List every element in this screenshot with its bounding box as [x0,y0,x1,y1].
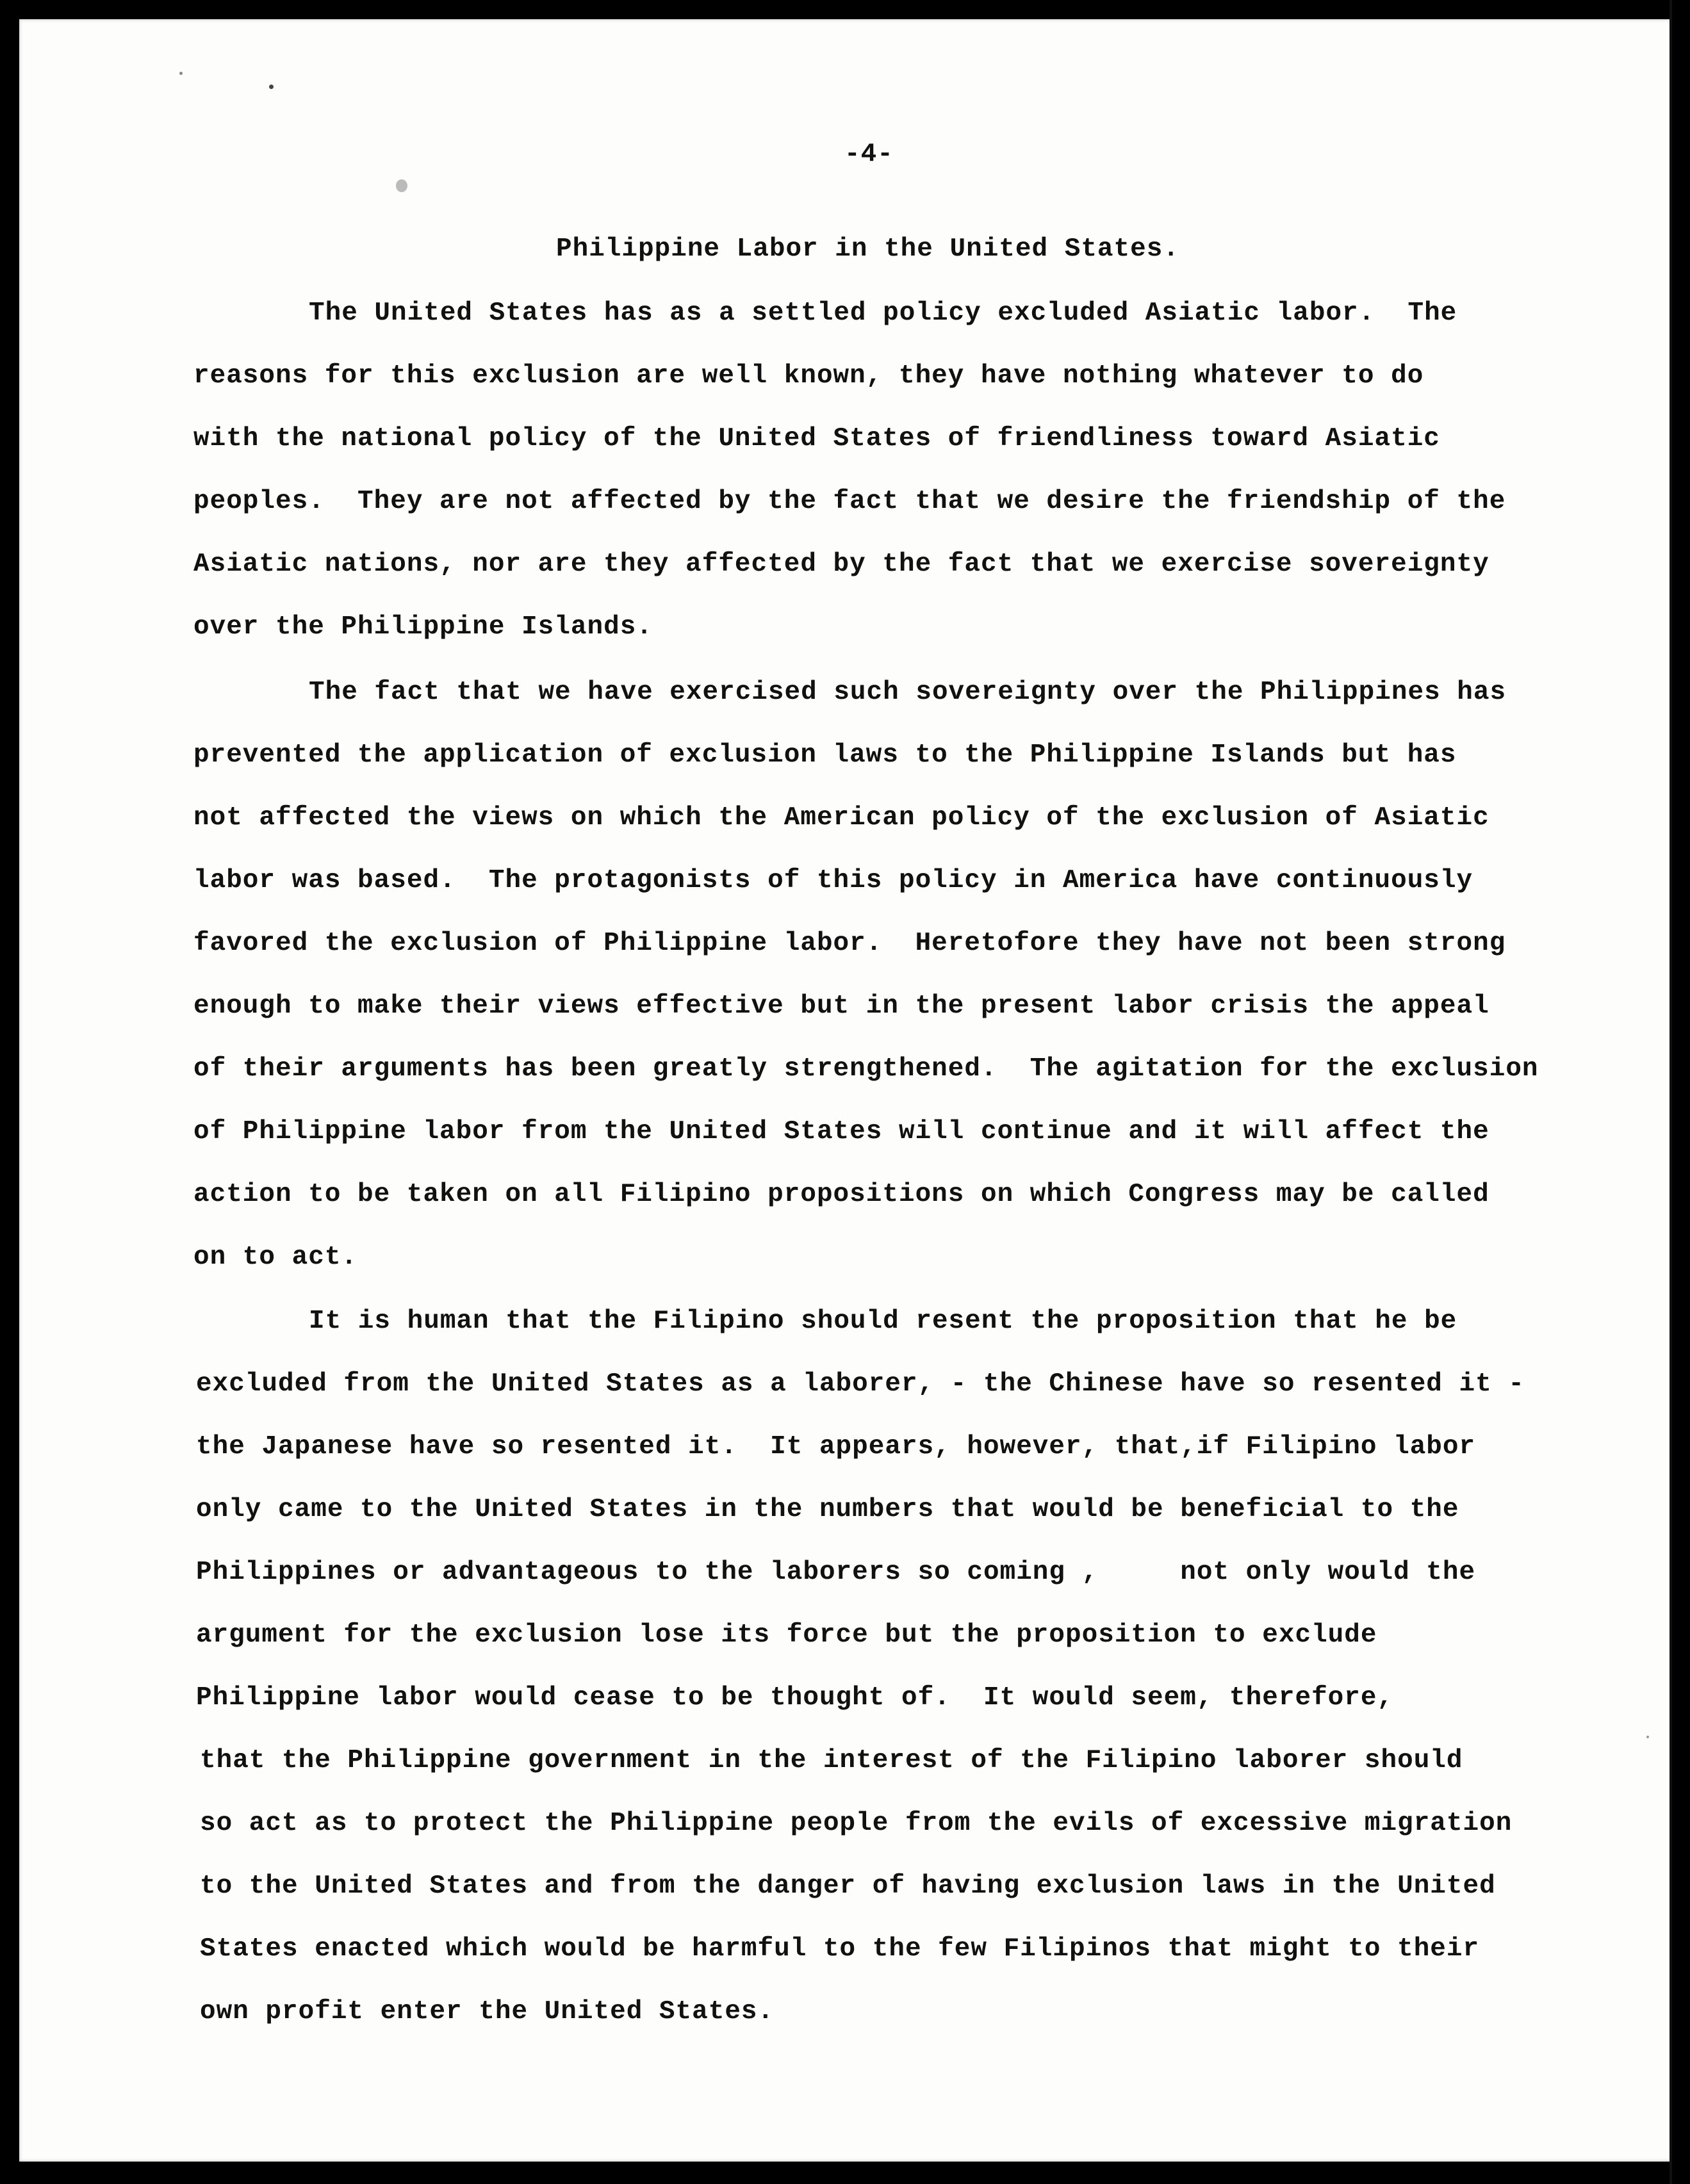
scan-edge [1669,0,1672,2184]
text-line: peoples. They are not affected by the fact that we desire the friendship of the [193,487,1506,516]
text-line: only came to the United States in the numbers that would be beneficial to the [196,1495,1459,1524]
text-line: of Philippine labor from the United States will continue and it will affect the [193,1117,1489,1146]
text-line: prevented the application of exclusion laws to the Philippine Islands but has [193,740,1457,770]
text-line: Asiatic nations, nor are they affected by the fact that we exercise sovereignty [193,550,1489,579]
document-title: Philippine Labor in the United States. [556,234,1179,264]
text-line: It is human that the Filipino should resent the proposition that he be [309,1307,1457,1336]
text-line: of their arguments has been greatly strengthened. The agitation for the exclusion [193,1054,1539,1084]
text-line: action to be taken on all Filipino propositions on which Congress may be called [193,1180,1489,1209]
paper-speck [269,85,274,89]
text-line: States enacted which would be harmful to the few Filipinos that might to their [200,1934,1480,1964]
paper-speck [1646,1736,1649,1738]
text-line: favored the exclusion of Philippine labor. Heretofore they have not been strong [193,929,1506,958]
text-line: to the United States and from the danger of having exclusion laws in the United [200,1871,1496,1901]
text-line: that the Philippine government in the interest of the Filipino laborer should [200,1746,1463,1775]
paper-speck [396,179,407,192]
text-line: Philippine labor would cease to be thought of. It would seem, therefore, [196,1683,1394,1713]
text-line: The United States has as a settled policy excluded Asiatic labor. The [309,298,1457,328]
text-line: enough to make their views effective but in the present labor crisis the appeal [193,991,1489,1021]
text-line: on to act. [193,1243,358,1272]
text-line: The fact that we have exercised such sovereignty over the Philippines has [309,678,1507,707]
text-line: not affected the views on which the American policy of the exclusion of Asiatic [193,803,1489,833]
text-line: Philippines or advantageous to the laborers so coming , not only would the [196,1558,1476,1587]
text-line: reasons for this exclusion are well known, they have nothing whatever to do [193,361,1424,391]
text-line: excluded from the United States as a laborer, - the Chinese have so resented it - [196,1369,1525,1399]
text-line: own profit enter the United States. [200,1997,775,2026]
text-line: over the Philippine Islands. [193,612,653,642]
text-line: labor was based. The protagonists of this policy in America have continuously [193,866,1473,895]
text-line: so act as to protect the Philippine people from the evils of excessive migration [200,1809,1513,1838]
typed-page [19,19,1672,2162]
text-line: the Japanese have so resented it. It appears, however, that,if Filipino labor [196,1432,1476,1462]
text-line: with the national policy of the United States of friendliness toward Asiatic [193,424,1440,453]
paper-speck [179,72,183,75]
page-number: -4- [844,140,894,169]
text-line: argument for the exclusion lose its force but the proposition to exclude [196,1620,1377,1650]
